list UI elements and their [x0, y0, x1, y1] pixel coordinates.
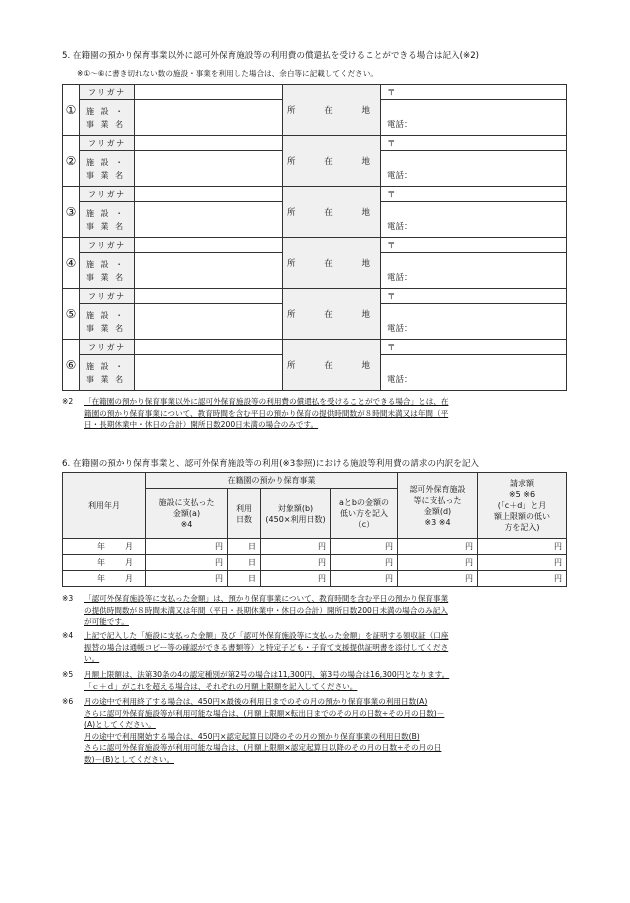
furigana-label: フリガナ — [80, 238, 135, 253]
address-field[interactable]: 〒 — [381, 238, 567, 253]
section6-title: 6. 在籍園の預かり保育事業と、認可外保育施設等の利用(※3参照)における施設等利用費の請求の内訳を記入 — [62, 459, 480, 469]
amount-b-field[interactable]: 円 — [261, 571, 331, 587]
address-field[interactable]: 〒 — [381, 187, 567, 202]
billing-table — [62, 472, 567, 587]
col-b-header: 対象額(b) (450×利用日数) — [261, 489, 331, 539]
furigana-field[interactable] — [135, 187, 283, 202]
facility-name-label: 施 設 ・ 事 業 名 — [80, 304, 135, 340]
days-field[interactable]: 日 — [228, 555, 261, 571]
month-field[interactable]: 年 月 — [63, 555, 146, 571]
amount-d-field[interactable]: 円 — [398, 571, 478, 587]
address-field[interactable]: 〒 — [381, 85, 567, 100]
footnote-line: (A)としてください。 — [84, 720, 156, 730]
request-amount-field[interactable]: 円 — [478, 539, 567, 555]
billing-row — [63, 539, 567, 555]
address-field[interactable]: 〒 — [381, 136, 567, 151]
furigana-field[interactable] — [135, 289, 283, 304]
days-field[interactable]: 日 — [228, 539, 261, 555]
section5-subnote: ※①～⑥に書き切れない数の施設・事業を利用した場合は、余白等に記載してください。 — [77, 69, 378, 78]
row-number: ③ — [63, 187, 80, 238]
furigana-label: フリガナ — [80, 85, 135, 100]
footnote-line: 月額上限額は、法第30条の4の認定種別が第2号の場合は11,300円、第3号の場合は16,300円となります。 — [84, 670, 450, 679]
request-amount-field[interactable]: 円 — [478, 571, 567, 587]
facility-name-field[interactable] — [135, 304, 283, 340]
furigana-label: フリガナ — [80, 187, 135, 202]
footnote-line: 上記で記入した「施設に支払った金額」及び「認可外保育施設等に支払った金額」を証明する領収証（口座 — [84, 631, 449, 640]
section5-title: 5. 在籍園の預かり保育事業以外に認可外保育施設等の利用費の償還払を受けることができる場合は記入(※2) — [62, 51, 480, 61]
footnote-line: い。 — [84, 654, 100, 664]
footnote-line: 月の途中で利用開始する場合は、450円×認定起算日以降のその月の預かり保育事業の利用日数(B) — [84, 731, 420, 741]
facility-row-5 — [63, 289, 567, 304]
days-field[interactable]: 日 — [228, 571, 261, 587]
document-page: 5. 在籍園の預かり保育事業以外に認可外保育施設等の利用費の償還払を受けることができる場合は記入(※2) ※①～⑥に書き切れない数の施設・事業を利用した場合は、余白等に記載してください。 ① フリガナ 所 在 地 〒 施 設 ・ 事 業 名 電話： ② フリガナ 所 在 地 〒 施 設 ・ 事 業 名 電話： ③ フリガナ 所 在 地 〒 施 設 ・ 事 業 名 電話： ④ フリガナ 所 在 地 〒 施 設 ・ 事 業 名 電話： ⑤ フリガナ 所 在 地 〒 施 設 ・ 事 業 名 電話： ⑥ フリガナ 所 在 地 〒 施 設 ・ 事 業 名 電話： ※2 「在籍園の預かり保育事業以外に認可外保育施設等の利用費の償還払を受けることができる場合」とは、在 籍園の預かり保育事業について、教育時間を含む平日の預かり保育の提供時間数が８時間未満又は年間（平 日・長期休業中・休日の合計）開所日数200日未満の場合のみです。 6. 在籍園の預かり保育事業と、認可外保育施設等の利用(※3参照)における施設等利用費の請求の内訳を記入 利用年月 在籍園の預かり保育事業 認可外保育施設 等に支払った 金額(d) ※3 ※4 請求額 ※5 ※6 (「c＋d」と月 額上限額の低い 方を記入) 施設に支払った 金額(a) ※4 利用 日数 対象額(b) (450×利用日数) aとbの金額の 低い方を記入 （c） 年 月 円 日 円 円 円 円 年 月 円 日 円 円 円 円 年 月 円 日 円 円 円 円 ※3 「認可外保育施設等に支払った金額」は、預かり保育事業について、教育時間を含む平日の預かり保育事業 の提供時間数が８時間未満又は年間（平日・長期休業中・休日の合計）開所日数200日未満の場合のみ記入 が可能です。 ※4 上記で記入した「施設に支払った金額」及び「認可外保育施設等に支払った金額」を証明する領収証（口座 振替の場合は通帳コピー等の確認ができる書類等）と特定子ども・子育て支援提供証明書を添付してくださ い。 ※5 月額上限額は、法第30条の4の認定種別が第2号の場合は11,300円、第3号の場合は16,300円となります。 「ｃ＋ｄ」がこれを超える場合は、それぞれの月額上限額を記入してください。 ※6 月の途中で利用終了する場合は、450円×最後の利用日までのその月の預かり保育事業の利用日数(A) さらに認可外保育施設等が利用可能な場合は、(月額上限額×転出日までのその月の日数÷その月の日数)－ (A)としてください。 月の途中で利用開始する場合は、450円×認定起算日以降のその月の預かり保育事業の利用日数(B) さらに認可外保育施設等が利用可能な場合は、(月額上限額×認定起算日以降のその月の日数÷その月の日 数)－(B)としてください。 — [0, 0, 630, 903]
amount-c-field[interactable]: 円 — [331, 571, 398, 587]
facility-row-3 — [63, 187, 567, 202]
amount-a-field[interactable]: 円 — [146, 539, 228, 555]
furigana-field[interactable] — [135, 340, 283, 355]
tel-field[interactable]: 電話： — [381, 304, 567, 340]
location-label: 所 在 地 — [283, 85, 381, 136]
row-number: ⑤ — [63, 289, 80, 340]
month-field[interactable]: 年 月 — [63, 571, 146, 587]
facility-name-label: 施 設 ・ 事 業 名 — [80, 151, 135, 187]
tel-field[interactable]: 電話： — [381, 202, 567, 238]
amount-a-field[interactable]: 円 — [146, 555, 228, 571]
billing-row — [63, 555, 567, 571]
tel-field[interactable]: 電話： — [381, 100, 567, 136]
footnote-line: 「認可外保育施設等に支払った金額」は、預かり保育事業について、教育時間を含む平日の預かり保育事業 — [84, 594, 449, 603]
facility-name-label: 施 設 ・ 事 業 名 — [80, 202, 135, 238]
facility-row-2 — [63, 136, 567, 151]
amount-c-field[interactable]: 円 — [331, 555, 398, 571]
furigana-label: フリガナ — [80, 340, 135, 355]
furigana-label: フリガナ — [80, 289, 135, 304]
furigana-field[interactable] — [135, 85, 283, 100]
furigana-label: フリガナ — [80, 136, 135, 151]
amount-b-field[interactable]: 円 — [261, 555, 331, 571]
tel-field[interactable]: 電話： — [381, 253, 567, 289]
facility-table — [62, 84, 567, 391]
facility-name-field[interactable] — [135, 100, 283, 136]
facility-name-label: 施 設 ・ 事 業 名 — [80, 253, 135, 289]
facility-row-6 — [63, 340, 567, 355]
tel-field[interactable]: 電話： — [381, 151, 567, 187]
col-request-header: 請求額 ※5 ※6 (「c＋d」と月 額上限額の低い 方を記入) — [478, 473, 567, 539]
group-header: 在籍園の預かり保育事業 — [146, 473, 398, 489]
billing-row — [63, 571, 567, 587]
location-label: 所 在 地 — [283, 238, 381, 289]
row-number: ⑥ — [63, 340, 80, 391]
furigana-field[interactable] — [135, 238, 283, 253]
col-a-header: 施設に支払った 金額(a) ※4 — [146, 489, 228, 539]
footnote-line: が可能です。 — [84, 617, 129, 627]
row-number: ① — [63, 85, 80, 136]
amount-a-field[interactable]: 円 — [146, 571, 228, 587]
amount-d-field[interactable]: 円 — [398, 555, 478, 571]
facility-name-label: 施 設 ・ 事 業 名 — [80, 100, 135, 136]
facility-name-label: 施 設 ・ 事 業 名 — [80, 355, 135, 391]
facility-name-field[interactable] — [135, 202, 283, 238]
note2-line: 日・長期休業中・休日の合計）開所日数200日未満の場合のみです。 — [84, 420, 319, 430]
note2-line: 「在籍園の預かり保育事業以外に認可外保育施設等の利用費の償還払を受けることができる場合」とは、在 — [84, 397, 449, 406]
facility-name-field[interactable] — [135, 253, 283, 289]
footnote-line: さらに認可外保育施設等が利用可能な場合は、(月額上限額×転出日までのその月の日数÷その月の日数)－ — [84, 708, 445, 718]
location-label: 所 在 地 — [283, 340, 381, 391]
request-amount-field[interactable]: 円 — [478, 555, 567, 571]
amount-d-field[interactable]: 円 — [398, 539, 478, 555]
footnote-line: の提供時間数が８時間未満又は年間（平日・長期休業中・休日の合計）開所日数200日未満の場合のみ記入 — [84, 605, 448, 615]
note2: ※2 「在籍園の預かり保育事業以外に認可外保育施設等の利用費の償還払を受けることができる場合」とは、在 籍園の預かり保育事業について、教育時間を含む平日の預かり保育の提供時間数が８時間未満又は年間（平 日・長期休業中・休日の合計）開所日数200日未満の場合のみです。 — [62, 397, 449, 430]
facility-row-1 — [63, 85, 567, 100]
location-label: 所 在 地 — [283, 187, 381, 238]
note2-line: 籍園の預かり保育事業について、教育時間を含む平日の預かり保育の提供時間数が８時間未満又は年間（平 — [84, 408, 449, 418]
col-d-header: 認可外保育施設 等に支払った 金額(d) ※3 ※4 — [398, 473, 478, 539]
amount-b-field[interactable]: 円 — [261, 539, 331, 555]
facility-name-field[interactable] — [135, 355, 283, 391]
footnote-line: 振替の場合は通帳コピー等の確認ができる書類等）と特定子ども・子育て支援提供証明書を添付してくださ — [84, 642, 449, 652]
col-days-header: 利用 日数 — [228, 489, 261, 539]
col-c-header: aとbの金額の 低い方を記入 （c） — [331, 489, 398, 539]
facility-row-4 — [63, 238, 567, 253]
footnote-line: 「ｃ＋ｄ」がこれを超える場合は、それぞれの月額上限額を記入してください。 — [84, 681, 358, 691]
location-label: 所 在 地 — [283, 136, 381, 187]
furigana-field[interactable] — [135, 136, 283, 151]
address-field[interactable]: 〒 — [381, 340, 567, 355]
amount-c-field[interactable]: 円 — [331, 539, 398, 555]
month-field[interactable]: 年 月 — [63, 539, 146, 555]
tel-field[interactable]: 電話： — [381, 355, 567, 391]
col-month-header: 利用年月 — [63, 473, 146, 539]
location-label: 所 在 地 — [283, 289, 381, 340]
row-number: ④ — [63, 238, 80, 289]
facility-name-field[interactable] — [135, 151, 283, 187]
address-field[interactable]: 〒 — [381, 289, 567, 304]
footnote-line: 月の途中で利用終了する場合は、450円×最後の利用日までのその月の預かり保育事業の利用日数(A) — [84, 697, 428, 706]
row-number: ② — [63, 136, 80, 187]
footnote-line: さらに認可外保育施設等が利用可能な場合は、(月額上限額×認定起算日以降のその月の日数÷その月の日 — [84, 743, 442, 753]
footnote-line: 数)－(B)としてください。 — [84, 754, 175, 764]
